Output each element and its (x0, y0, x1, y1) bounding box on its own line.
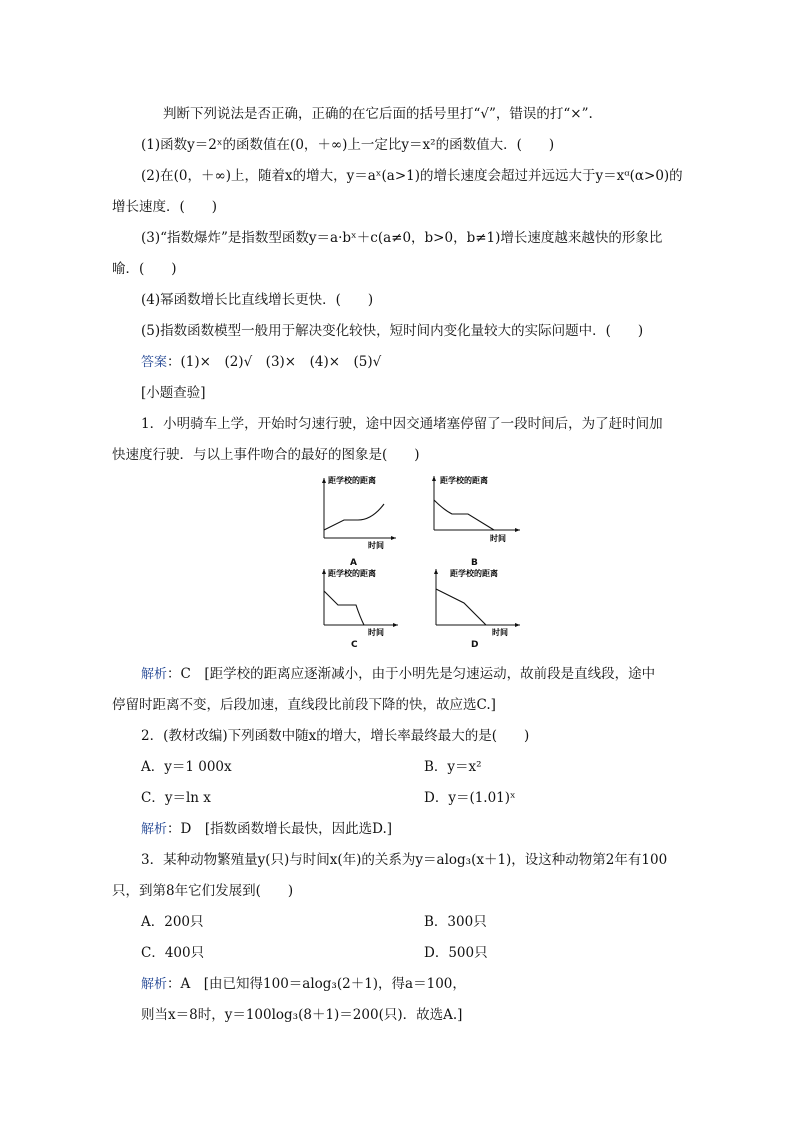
graph-b-letter: B (471, 558, 478, 568)
graph-a-x-arrow (391, 536, 396, 540)
graph-c-y-arrow (322, 569, 326, 574)
q1-analysis-line2: 停留时距离不变，后段加速，直线段比前段下降的快，故应选C.] (112, 697, 496, 713)
q3-option-a: A．200只 (141, 914, 204, 930)
q2-option-c: C．y＝ln x (141, 790, 211, 806)
section-heading: [小题查验] (141, 385, 206, 401)
statement-2-line2: 增长速度．( ) (112, 199, 218, 215)
graph-b-ylabel: 距学校的距离 (440, 476, 488, 485)
graph-a-letter: A (350, 558, 357, 568)
statement-1: (1)函数y＝2ˣ的函数值在(0，＋∞)上一定比y＝x²的函数值大．( ) (141, 137, 555, 153)
graph-a-ylabel: 距学校的距离 (328, 476, 376, 485)
statement-2-line1: (2)在(0，＋∞)上，随着x的增大，y＝aˣ(a>1)的增长速度会超过并远远大于y＝xᵅ(α>0)的 (141, 168, 683, 184)
q3-analysis-label: 解析 (141, 977, 168, 992)
q3-option-b: B．300只 (424, 914, 487, 930)
q3-analysis-text1: ：A [由已知得100＝alog₃(2＋1)，得a＝100， (167, 976, 466, 992)
statement-4: (4)幂函数增长比直线增长更快．( ) (141, 292, 374, 308)
graph-a-xlabel: 时间 (368, 541, 384, 550)
judge-intro: 判断下列说法是否正确，正确的在它后面的括号里打“√”，错误的打“×”. (163, 106, 593, 122)
graph-b-xlabel: 时间 (490, 534, 506, 543)
q2-stem: 2．(教材改编)下列函数中随x的增大，增长率最终最大的是( ) (141, 728, 530, 744)
graph-d-svg (424, 567, 524, 639)
statement-3-line2: 喻．( ) (112, 261, 177, 277)
answer-line (141, 352, 381, 373)
q2-analysis-text: ：D [指数函数增长最快，因此选D.] (167, 821, 393, 837)
q1-stem-line2: 快速度行驶．与以上事件吻合的最好的图象是( ) (112, 447, 420, 463)
graph-c-ylabel: 距学校的距离 (328, 569, 376, 578)
graph-c-xlabel: 时间 (368, 628, 384, 637)
q1-analysis-line1 (141, 664, 655, 685)
graph-b-x-arrow (515, 528, 520, 532)
q3-option-d: D．500只 (424, 945, 488, 961)
graph-b-curve (434, 500, 494, 530)
graph-d-curve (436, 589, 486, 625)
graph-d-ylabel: 距学校的距离 (450, 569, 498, 578)
q2-option-b: B．y＝x² (424, 759, 482, 775)
q1-analysis-text1: ：C [距学校的距离应逐渐减小，由于小明先是匀速运动，故前段是直线段，途中 (167, 666, 656, 682)
q2-option-d: D．y＝(1.01)ˣ (424, 790, 516, 806)
q2-option-a: A．y＝1 000x (141, 759, 232, 775)
graph-a (310, 474, 400, 558)
graph-c-svg (310, 567, 402, 639)
graph-a-curve (324, 504, 384, 530)
answer-label: 答案 (141, 355, 168, 370)
q3-stem-line2: 只，到第8年它们发展到( ) (112, 883, 294, 899)
graph-c (310, 567, 402, 639)
q1-analysis-label: 解析 (141, 667, 168, 682)
q3-option-c: C．400只 (141, 945, 205, 961)
graph-d (424, 567, 524, 639)
graph-b (424, 474, 524, 558)
graph-a-y-arrow (322, 478, 326, 483)
q3-analysis-line1 (141, 974, 466, 995)
graph-d-xlabel: 时间 (492, 628, 508, 637)
graph-d-y-arrow (434, 569, 438, 574)
q1-stem-line1: 1．小明骑车上学，开始时匀速行驶，途中因交通堵塞停留了一段时间后，为了赶时间加 (141, 416, 663, 432)
graph-c-x-arrow (393, 623, 398, 627)
q2-analysis-line (141, 819, 392, 840)
q3-stem-line1: 3．某种动物繁殖量y(只)与时间x(年)的关系为y＝alog₃(x＋1)，设这种动物第2年有100 (141, 852, 668, 868)
graph-b-y-arrow (432, 476, 436, 481)
graph-d-x-arrow (515, 623, 520, 627)
graph-c-curve (324, 591, 364, 625)
q3-analysis-line2: 则当x＝8时，y＝100log₃(8＋1)＝200(只)．故选A.] (141, 1007, 463, 1023)
q2-analysis-label: 解析 (141, 822, 168, 837)
statement-3-line1: (3)“指数爆炸”是指数型函数y＝a·bˣ＋c(a≠0，b>0，b≠1)增长速度越来越快的形象比 (141, 230, 663, 246)
graph-b-svg (424, 474, 524, 558)
statement-5: (5)指数函数模型一般用于解决变化较快，短时间内变化量较大的实际问题中．( ) (141, 323, 644, 339)
graph-c-letter: C (351, 640, 358, 650)
graph-a-svg (310, 474, 400, 558)
answer-text: ：(1)× (2)√ (3)× (4)× (5)√ (167, 354, 382, 370)
graph-d-letter: D (471, 640, 479, 650)
